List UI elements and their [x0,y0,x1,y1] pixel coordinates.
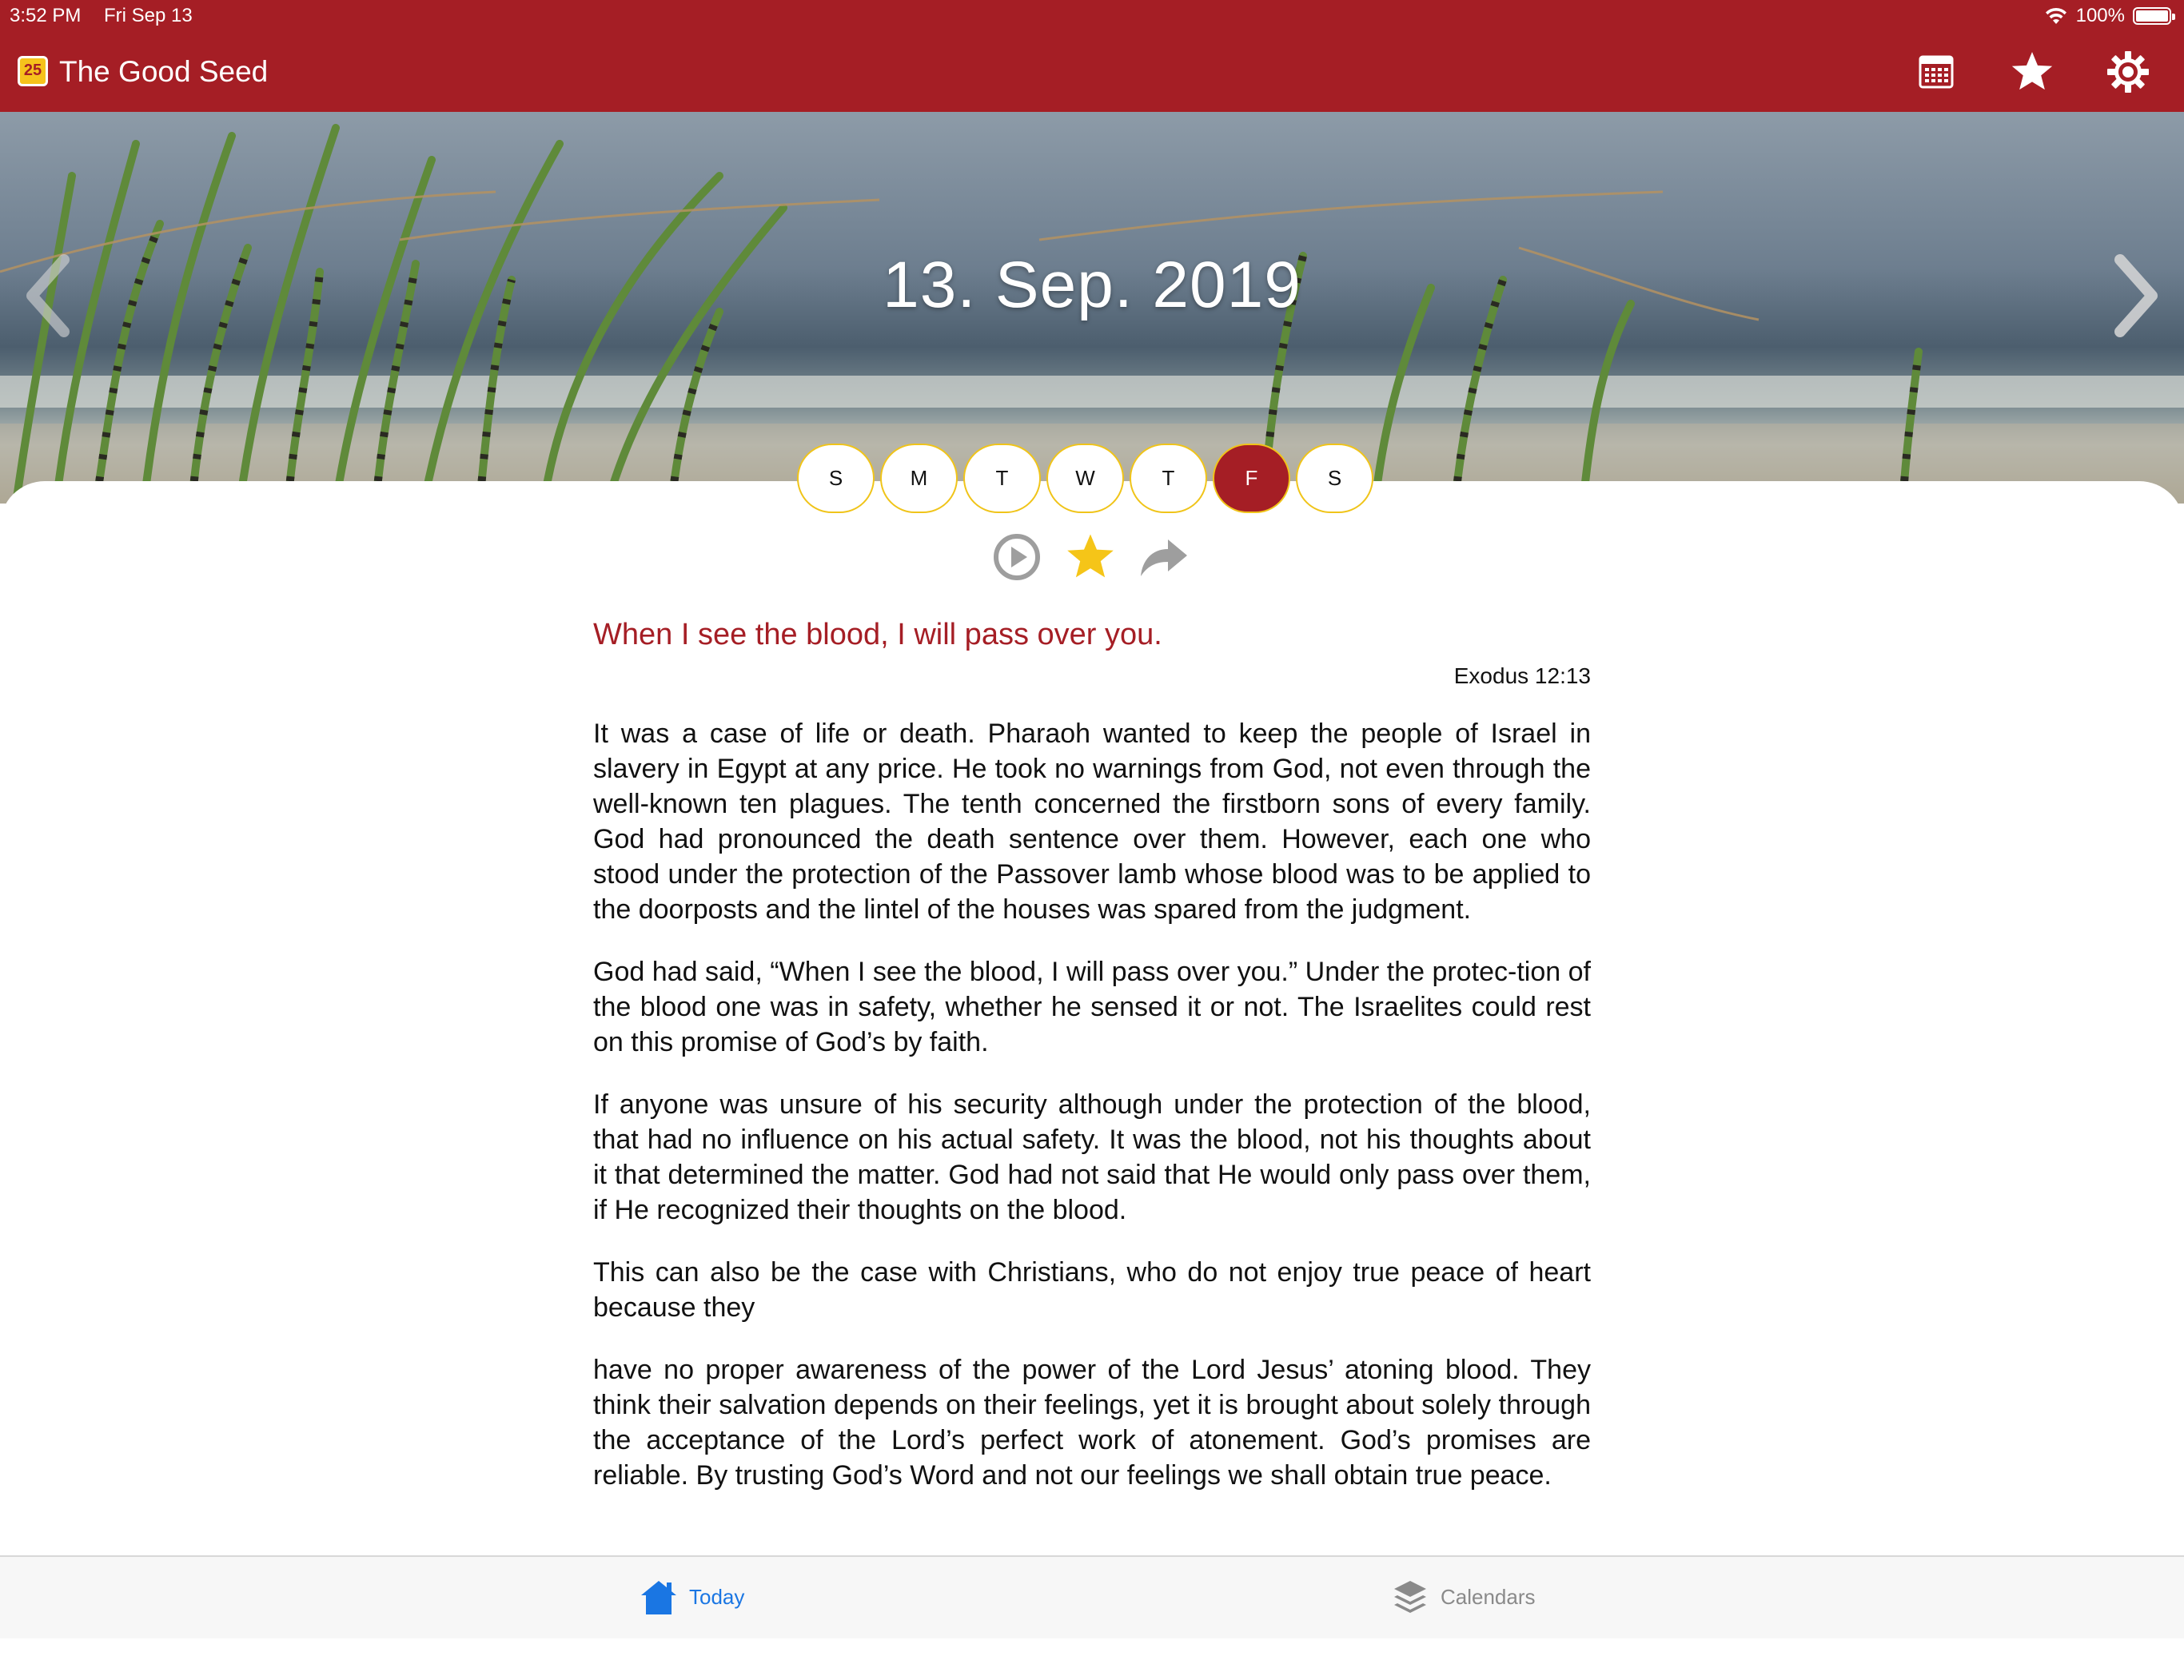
battery-icon [2133,7,2171,25]
verse-reference: Exodus 12:13 [1453,663,1591,688]
weekday-friday[interactable]: F [1213,444,1290,513]
reading-paragraph: have no proper awareness of the power of the Lord Jesus’ atoning blood. They think their salvation depends on their feelings, yet it is brought about solely through the acceptance of the Lord’s perfect work of atonement. God’s promises are reliable. By trusting God’s Word and not our feelings we shall obtain true peace. [593,1355,1591,1491]
settings-button[interactable] [2102,46,2154,98]
tab-calendars[interactable] [1391,1557,1536,1637]
stack-layers-icon [1391,1578,1429,1616]
gear-icon [2106,50,2150,94]
tab-today-label: Today [689,1584,745,1609]
top-bar [0,0,2184,112]
calendar-button[interactable] [1911,46,1962,98]
weekday-wednesday[interactable]: W [1046,444,1124,513]
weekday-monday[interactable]: M [880,444,958,513]
calendar-icon [1919,54,1954,90]
nav-bar [0,32,2184,112]
selected-date: 13. Sep. 2019 [883,249,1301,321]
share-arrow-icon [1139,536,1189,578]
share-button[interactable] [1138,531,1190,583]
reading-paragraph: It was a case of life or death. Pharaoh wanted to keep the people of Israel in slavery in Egypt at any price. He took no warnings from God, not even through the well-known ten plagues. The tenth concerned the firstborn sons of every family. God had pronounced the death sentence over them. However, each one who stood under the protection of the Passover lamb whose blood was to be applied to the doorposts and the lintel of the houses was spared from the judgment. [593,719,1591,925]
home-icon [640,1578,678,1616]
tab-today[interactable] [640,1557,744,1637]
star-filled-icon [1065,532,1116,582]
weekday-thursday[interactable]: T [1130,444,1207,513]
weekday-selector [797,444,1373,513]
reading-paragraph: This can also be the case with Christians, who do not enjoy true peace of heart because they [593,1257,1591,1323]
wifi-icon [2044,6,2068,26]
reading-actions [991,531,1190,583]
reading-paragraph: God had said, “When I see the blood, I will pass over you.” Under the protec-tion of the blood one was in safety, whether he sensed it or not. The Israelites could rest on this promise of God’s by faith. [593,957,1591,1057]
weekday-sunday[interactable]: S [797,444,875,513]
weekday-saturday[interactable]: S [1296,444,1373,513]
tab-calendars-label: Calendars [1441,1584,1536,1609]
chevron-left-icon [16,248,80,344]
next-day-button[interactable] [2104,248,2168,344]
status-time: 3:52 PM [10,5,82,26]
favorite-toggle-button[interactable] [1065,531,1116,583]
previous-day-button[interactable] [16,248,80,344]
status-bar [0,0,2184,32]
bible-verse: When I see the blood, I will pass over you. [593,618,1162,651]
chevron-right-icon [2104,248,2168,344]
play-audio-button[interactable] [991,531,1042,583]
tab-bar [0,1555,2184,1638]
devotional-reading [593,614,1591,1493]
app-title: The Good Seed [59,55,269,88]
status-indicators [2044,0,2171,32]
play-icon [993,533,1041,581]
app-logo-icon: 25 [18,56,48,86]
weekday-tuesday[interactable]: T [963,444,1041,513]
battery-percent: 100% [2075,5,2125,26]
status-date: Fri Sep 13 [104,5,193,26]
star-icon [2010,50,2054,94]
favorites-button[interactable] [2007,46,2058,98]
reading-paragraph: If anyone was unsure of his security although under the protection of the blood, that had no influence on his actual safety. It was the blood, not his thoughts about it that determined the matter. God had not said that He would only pass over them, if He recognized their thoughts on the blood. [593,1089,1591,1225]
